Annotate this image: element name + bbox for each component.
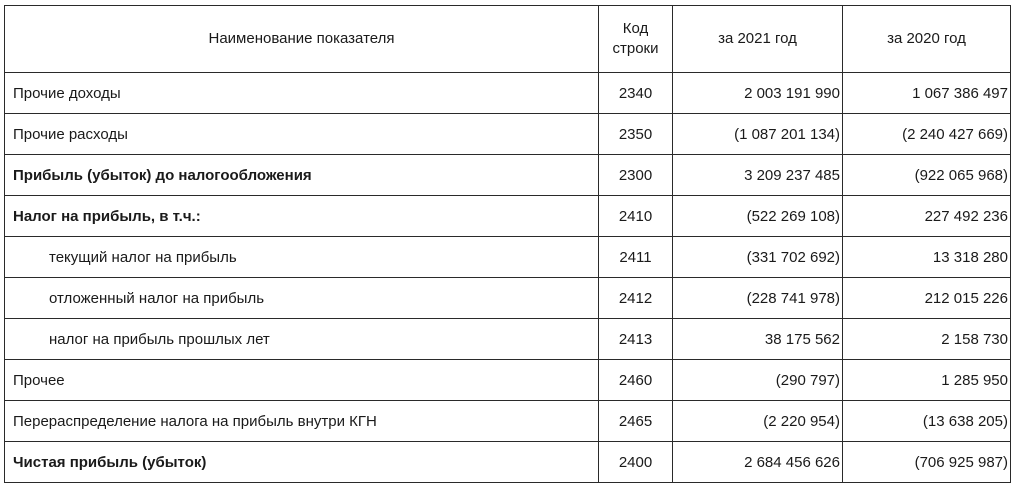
row-name: Налог на прибыль, в т.ч.:	[5, 196, 599, 237]
table-row	[5, 114, 1011, 155]
row-value-2021: (2 220 954)	[673, 401, 843, 442]
header-name: Наименование показателя	[5, 6, 599, 73]
row-code: 2300	[599, 155, 673, 196]
table-row	[5, 319, 1011, 360]
row-name: текущий налог на прибыль	[5, 237, 599, 278]
row-value-2020: 212 015 226	[843, 278, 1011, 319]
row-value-2020: 1 067 386 497	[843, 73, 1011, 114]
table-row	[5, 155, 1011, 196]
row-name: Чистая прибыль (убыток)	[5, 442, 599, 483]
table-row	[5, 442, 1011, 483]
row-value-2020: 227 492 236	[843, 196, 1011, 237]
row-value-2020: (13 638 205)	[843, 401, 1011, 442]
row-name: Прочее	[5, 360, 599, 401]
table-row	[5, 196, 1011, 237]
table-row	[5, 73, 1011, 114]
row-value-2020: (922 065 968)	[843, 155, 1011, 196]
row-value-2021: 3 209 237 485	[673, 155, 843, 196]
row-name: Прибыль (убыток) до налогообложения	[5, 155, 599, 196]
row-code: 2411	[599, 237, 673, 278]
row-value-2021: (1 087 201 134)	[673, 114, 843, 155]
row-name: налог на прибыль прошлых лет	[5, 319, 599, 360]
row-value-2020: 2 158 730	[843, 319, 1011, 360]
row-code: 2410	[599, 196, 673, 237]
table-row	[5, 360, 1011, 401]
income-statement-table	[4, 5, 1011, 483]
header-code	[599, 6, 673, 73]
header-year-2021: за 2021 год	[673, 6, 843, 73]
row-code: 2340	[599, 73, 673, 114]
table-row	[5, 401, 1011, 442]
row-code: 2465	[599, 401, 673, 442]
row-value-2021: (290 797)	[673, 360, 843, 401]
row-code: 2400	[599, 442, 673, 483]
row-value-2020: (706 925 987)	[843, 442, 1011, 483]
header-row	[5, 6, 1011, 73]
row-name: Прочие расходы	[5, 114, 599, 155]
row-code: 2350	[599, 114, 673, 155]
row-code: 2460	[599, 360, 673, 401]
table-row	[5, 237, 1011, 278]
row-name: отложенный налог на прибыль	[5, 278, 599, 319]
header-code-line2: строки	[612, 40, 659, 57]
row-value-2021: 2 684 456 626	[673, 442, 843, 483]
row-code: 2413	[599, 319, 673, 360]
row-value-2021: (522 269 108)	[673, 196, 843, 237]
row-name: Прочие доходы	[5, 73, 599, 114]
row-value-2020: (2 240 427 669)	[843, 114, 1011, 155]
header-year-2020: за 2020 год	[843, 6, 1011, 73]
row-value-2021: (331 702 692)	[673, 237, 843, 278]
row-value-2021: 2 003 191 990	[673, 73, 843, 114]
row-code: 2412	[599, 278, 673, 319]
row-value-2020: 13 318 280	[843, 237, 1011, 278]
header-code-line1: Код	[622, 20, 649, 37]
row-name: Перераспределение налога на прибыль внутри КГН	[5, 401, 599, 442]
row-value-2021: 38 175 562	[673, 319, 843, 360]
row-value-2020: 1 285 950	[843, 360, 1011, 401]
row-value-2021: (228 741 978)	[673, 278, 843, 319]
table-row	[5, 278, 1011, 319]
